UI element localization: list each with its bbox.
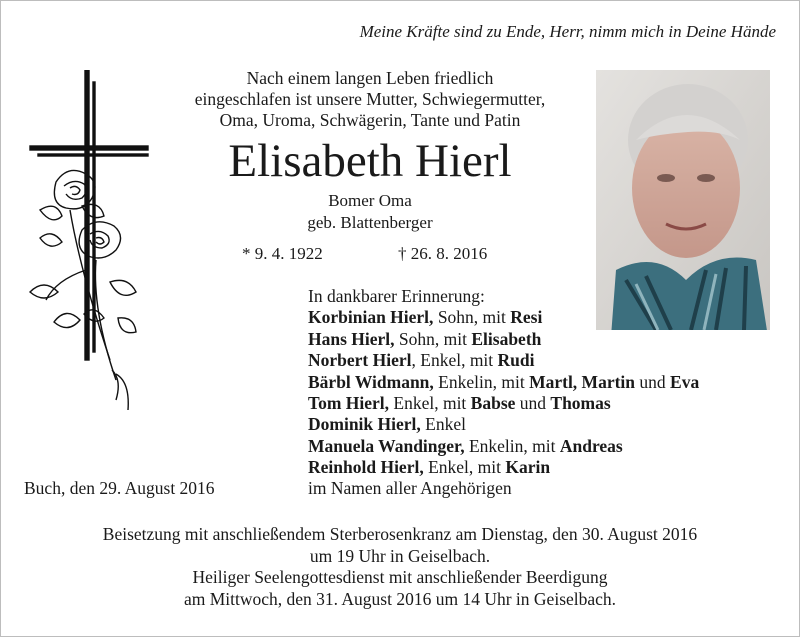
intro-line: eingeschlafen ist unsere Mutter, Schwiegermutter, <box>194 89 546 109</box>
list-item: Hans Hierl, Sohn, mit Elisabeth <box>308 328 542 349</box>
mourners-heading: In dankbarer Erinnerung: <box>308 286 485 306</box>
place-and-date: Buch, den 29. August 2016 <box>24 478 215 498</box>
birth-name: geb. Blattenberger <box>307 213 433 232</box>
birth-date: * 9. 4. 1922 <box>242 244 323 263</box>
list-item: Reinhold Hierl, Enkel, mit Karin <box>308 457 551 478</box>
mourners-list <box>308 286 699 479</box>
list-item: Manuela Wandinger, Enkelin, mit Andreas <box>308 435 623 456</box>
funeral-line: Beisetzung mit anschließendem Sterberosenkranz am Dienstag, den 30. August 2016 <box>102 524 698 544</box>
closing-line: im Namen aller Angehörigen <box>308 478 512 498</box>
list-item: Korbinian Hierl, Sohn, mit Resi <box>308 307 543 328</box>
cross-with-roses-icon <box>26 70 156 420</box>
motto-verse: Meine Kräfte sind zu Ende, Herr, nimm mich in Deine Hände <box>359 22 776 41</box>
intro-line: Nach einem langen Leben friedlich <box>246 68 494 88</box>
deceased-name: Elisabeth Hierl <box>228 135 512 187</box>
list-item: Tom Hierl, Enkel, mit Babse und Thomas <box>308 393 611 414</box>
funeral-notice <box>20 524 780 610</box>
nickname: Bomer Oma <box>328 191 412 210</box>
intro-text <box>150 68 590 131</box>
list-item: Bärbl Widmann, Enkelin, mit Martl, Martin und Eva <box>308 371 700 392</box>
funeral-line: am Mittwoch, den 31. August 2016 um 14 Uhr in Geiselbach. <box>183 588 617 609</box>
intro-line: Oma, Uroma, Schwägerin, Tante und Patin <box>219 110 521 130</box>
death-date: † 26. 8. 2016 <box>398 244 488 263</box>
deceased-details <box>150 190 590 234</box>
list-item: Norbert Hierl, Enkel, mit Rudi <box>308 350 535 371</box>
funeral-line: Heiliger Seelengottesdienst mit anschließender Beerdigung <box>192 567 608 587</box>
funeral-line: um 19 Uhr in Geiselbach. <box>309 545 491 566</box>
list-item: Dominik Hierl, Enkel <box>308 414 466 435</box>
